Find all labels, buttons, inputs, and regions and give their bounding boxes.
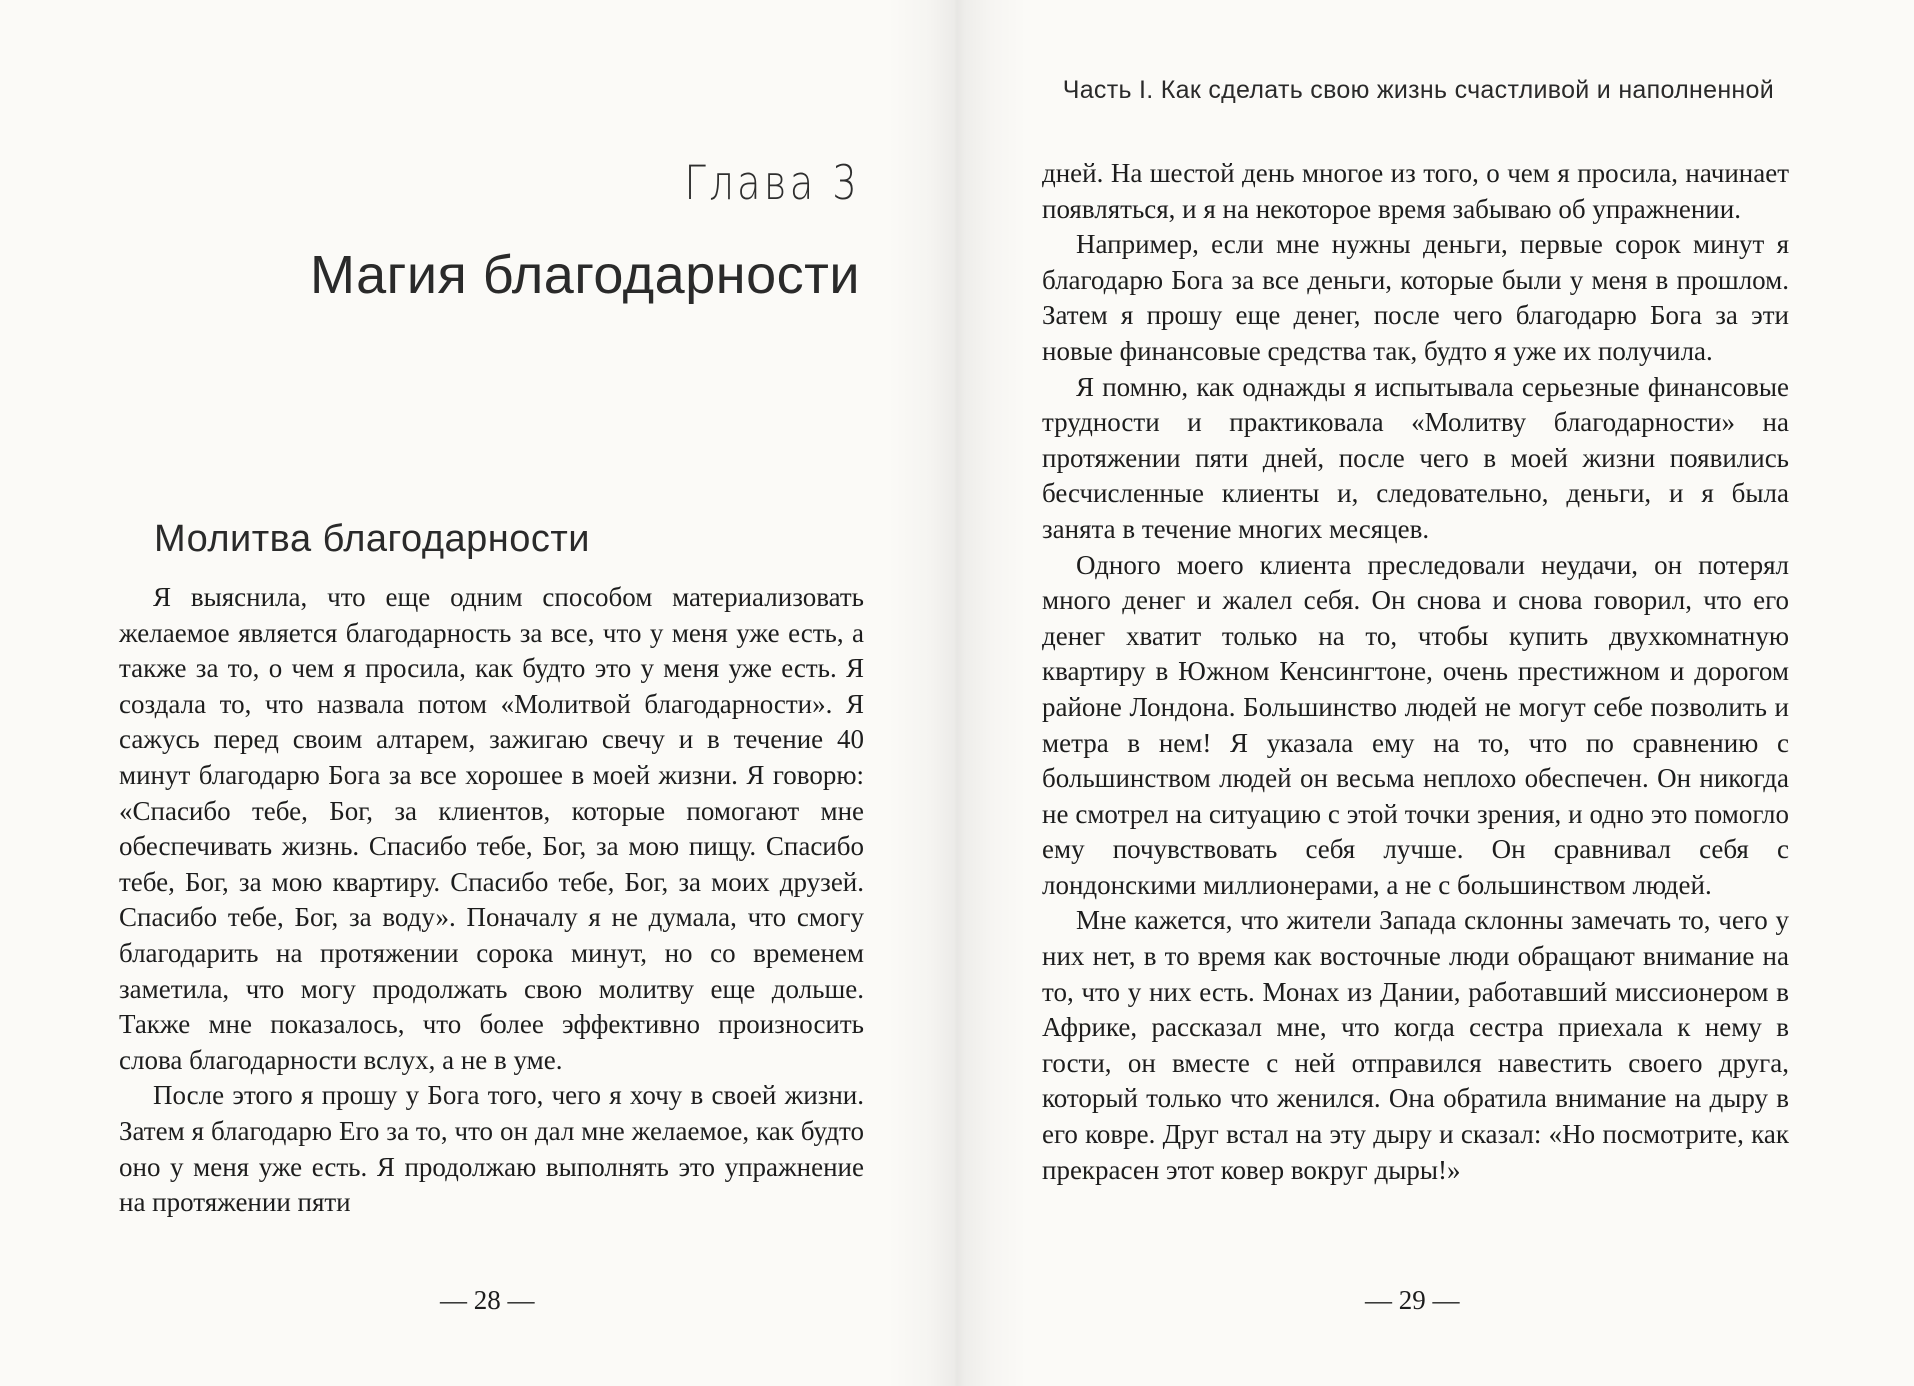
paragraph: После этого я прошу у Бога того, чего я хочу в своей жизни. Затем я благодарю Его за то, что он дал мне желаемое, как будто оно у меня уже есть. Я продолжаю выполнять это упражнение на протяжении пяти	[119, 1080, 864, 1218]
page-number-right: — 29 —	[1365, 1285, 1460, 1315]
left-page-body	[119, 580, 864, 1221]
section-title: Молитва благодарности	[154, 518, 591, 560]
paragraph: Я выяснила, что еще одним способом материализовать желаемое является благодарность за все, что у меня уже есть, а также за то, о чем я просила, как будто это у меня уже есть. Я создала то, что назвала потом «Молитвой благодарности». Я сажусь перед своим алтарем, зажигаю свечу и в течение 40 минут благодарю Бога за все хорошее в моей жизни. Я говорю: «Спасибо тебе, Бог, за клиентов, которые помогают мне обеспечивать жизнь. Спасибо тебе, Бог, за мою пищу. Спасибо тебе, Бог, за мою квартиру. Спасибо тебе, Бог, за моих друзей. Спасибо тебе, Бог, за воду». Поначалу я не думала, что смогу благодарить на протяжении сорока минут, но со временем заметила, что могу продолжать свою молитву еще дольше. Также мне показалось, что более эффективно произносить слова благодарности вслух, а не в уме.	[119, 582, 864, 1075]
chapter-number: Глава 3	[684, 156, 860, 211]
running-head: Часть I. Как сделать свою жизнь счастливой и наполненной	[1062, 76, 1774, 104]
paragraph: Я помню, как однажды я испытывала серьезные финансовые трудности и практиковала «Молитву благодарности» на протяжении пяти дней, после чего в моей жизни появились бесчисленные клиенты и, следовательно, деньги, и я была занята в течение многих месяцев.	[1042, 371, 1789, 544]
paragraph-continuation: дней. На шестой день многое из того, о чем я просила, начинает появляться, и я на некоторое время забываю об упражнении.	[1042, 158, 1789, 224]
paragraph: Мне кажется, что жители Запада склонны замечать то, чего у них нет, в то время как восточные люди обращают внимание на то, что у них есть. Монах из Дании, работавший миссионером в Африке, рассказал мне, что когда сестра приехала к нему в гости, он вместе с ней отправился навестить своего друга, который только что женился. Она обратила внимание на дыру в его ковре. Друг встал на эту дыру и сказал: «Но посмотрите, как прекрасен этот ковер вокруг дыры!»	[1042, 905, 1789, 1185]
right-page-body	[1042, 156, 1789, 1188]
paragraph: Одного моего клиента преследовали неудачи, он потерял много денег и жалел себя. Он снова и снова говорил, что его денег хватит только на то, чтобы купить двухкомнатную квартиру в Южном Кенсингтоне, очень престижном и дорогом районе Лондона. Большинство людей не могут себе позволить и метра в нем! Я указала ему на то, что по сравнению с большинством людей он весьма неплохо обеспечен. Он никогда не смотрел на ситуацию с этой точки зрения, и одно это помогло ему почувствовать себя лучше. Он сравнивал себя с лондонскими миллионерами, а не с большинством людей.	[1042, 549, 1789, 900]
chapter-title: Магия благодарности	[310, 245, 860, 305]
page-number-left: — 28 —	[440, 1285, 535, 1315]
paragraph: Например, если мне нужны деньги, первые сорок минут я благодарю Бога за все деньги, которые были у меня в прошлом. Затем я прошу еще денег, после чего благодарю Бога за эти новые финансовые средства так, будто я уже их получила.	[1042, 229, 1789, 366]
